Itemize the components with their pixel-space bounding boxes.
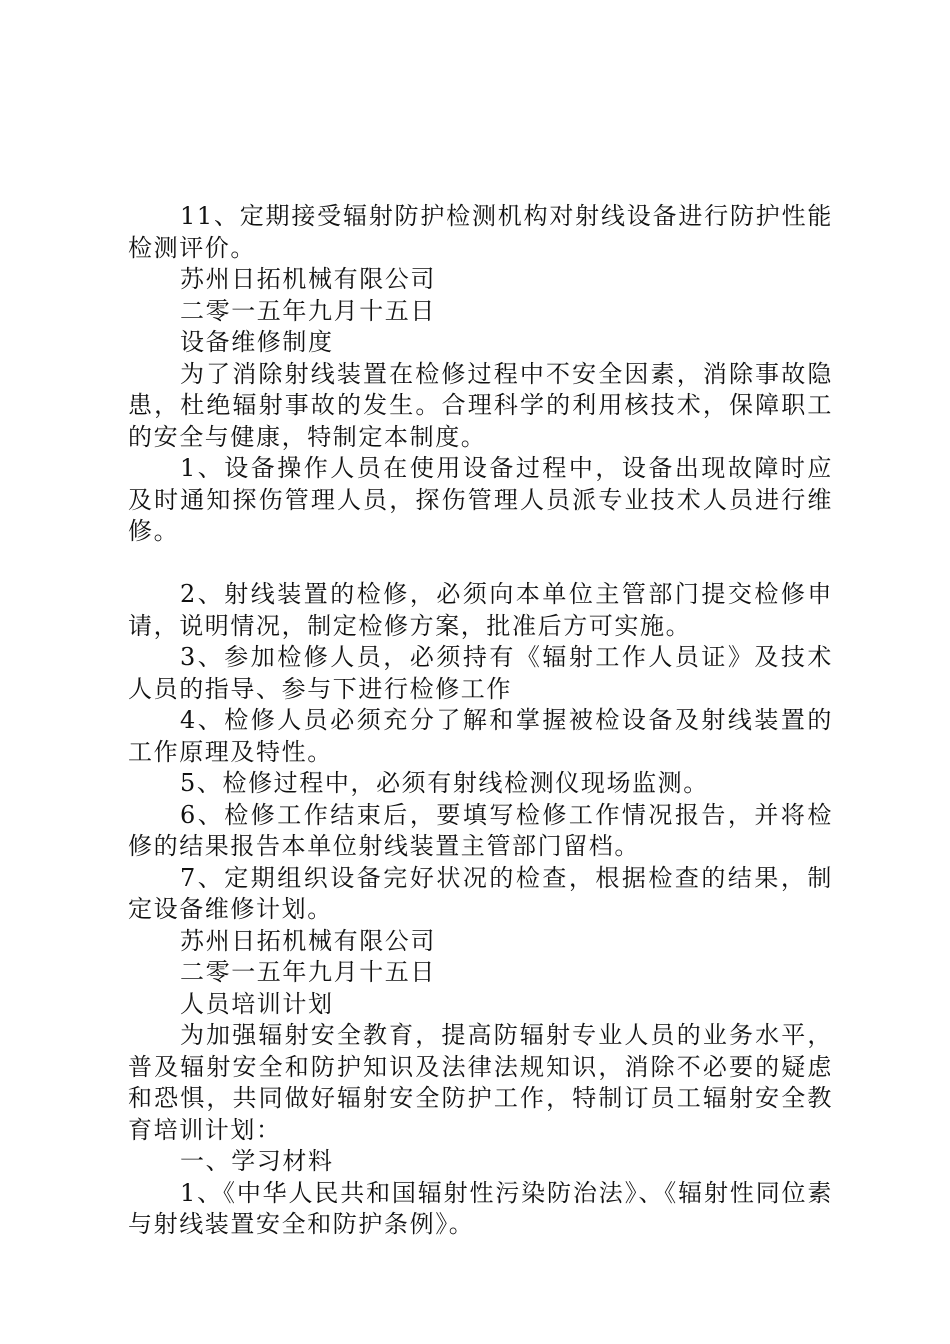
- training-intro: 为加强辐射安全教育，提高防辐射专业人员的业务水平，普及辐射安全和防护知识及法律法规知识，消除不必要的疑虑和恐惧，共同做好辐射安全防护工作，特制订员工辐射安全教育培训计划：: [128, 1021, 833, 1144]
- maintenance-item-1: 1、设备操作人员在使用设备过程中，设备出现故障时应及时通知探伤管理人员，探伤管理人员派专业技术人员进行维修。: [128, 454, 833, 545]
- maintenance-item-2: 2、射线装置的检修，必须向本单位主管部门提交检修申请，说明情况，制定检修方案，批准后方可实施。: [128, 580, 833, 640]
- maintenance-item-4: 4、检修人员必须充分了解和掌握被检设备及射线装置的工作原理及特性。: [128, 706, 833, 766]
- maintenance-item-5: 5、检修过程中，必须有射线检测仪现场监测。: [180, 769, 709, 797]
- signature-date: 二零一五年九月十五日: [180, 296, 436, 325]
- section-heading-maintenance: 设备维修制度: [180, 328, 334, 356]
- maintenance-item-3: 3、参加检修人员，必须持有《辐射工作人员证》及技术人员的指导、参与下进行检修工作: [128, 643, 833, 703]
- maintenance-item-7: 7、定期组织设备完好状况的检查，根据检查的结果，制定设备维修计划。: [128, 863, 833, 923]
- company-signature: 苏州日拓机械有限公司: [180, 265, 436, 293]
- signature-date: 二零一五年九月十五日: [180, 958, 436, 986]
- maintenance-intro: 为了消除射线装置在检修过程中不安全因素，消除事故隐患，杜绝辐射事故的发生。合理科学的利用核技术，保障职工的安全与健康，特制定本制度。: [128, 359, 833, 451]
- paragraph-item-11: 11、定期接受辐射防护检测机构对射线设备进行防护性能检测评价。: [128, 202, 833, 262]
- document-body: [128, 201, 833, 1241]
- company-signature: 苏州日拓机械有限公司: [180, 926, 436, 955]
- training-subheading-materials: 一、学习材料: [180, 1147, 334, 1175]
- maintenance-item-6: 6、检修工作结束后，要填写检修工作情况报告，并将检修的结果报告本单位射线装置主管部门留档。: [128, 800, 833, 860]
- section-heading-training: 人员培训计划: [180, 989, 334, 1018]
- training-material-item-1: 1、《中华人民共和国辐射性污染防治法》、《辐射性同位素与射线装置安全和防护条例》。: [128, 1178, 833, 1238]
